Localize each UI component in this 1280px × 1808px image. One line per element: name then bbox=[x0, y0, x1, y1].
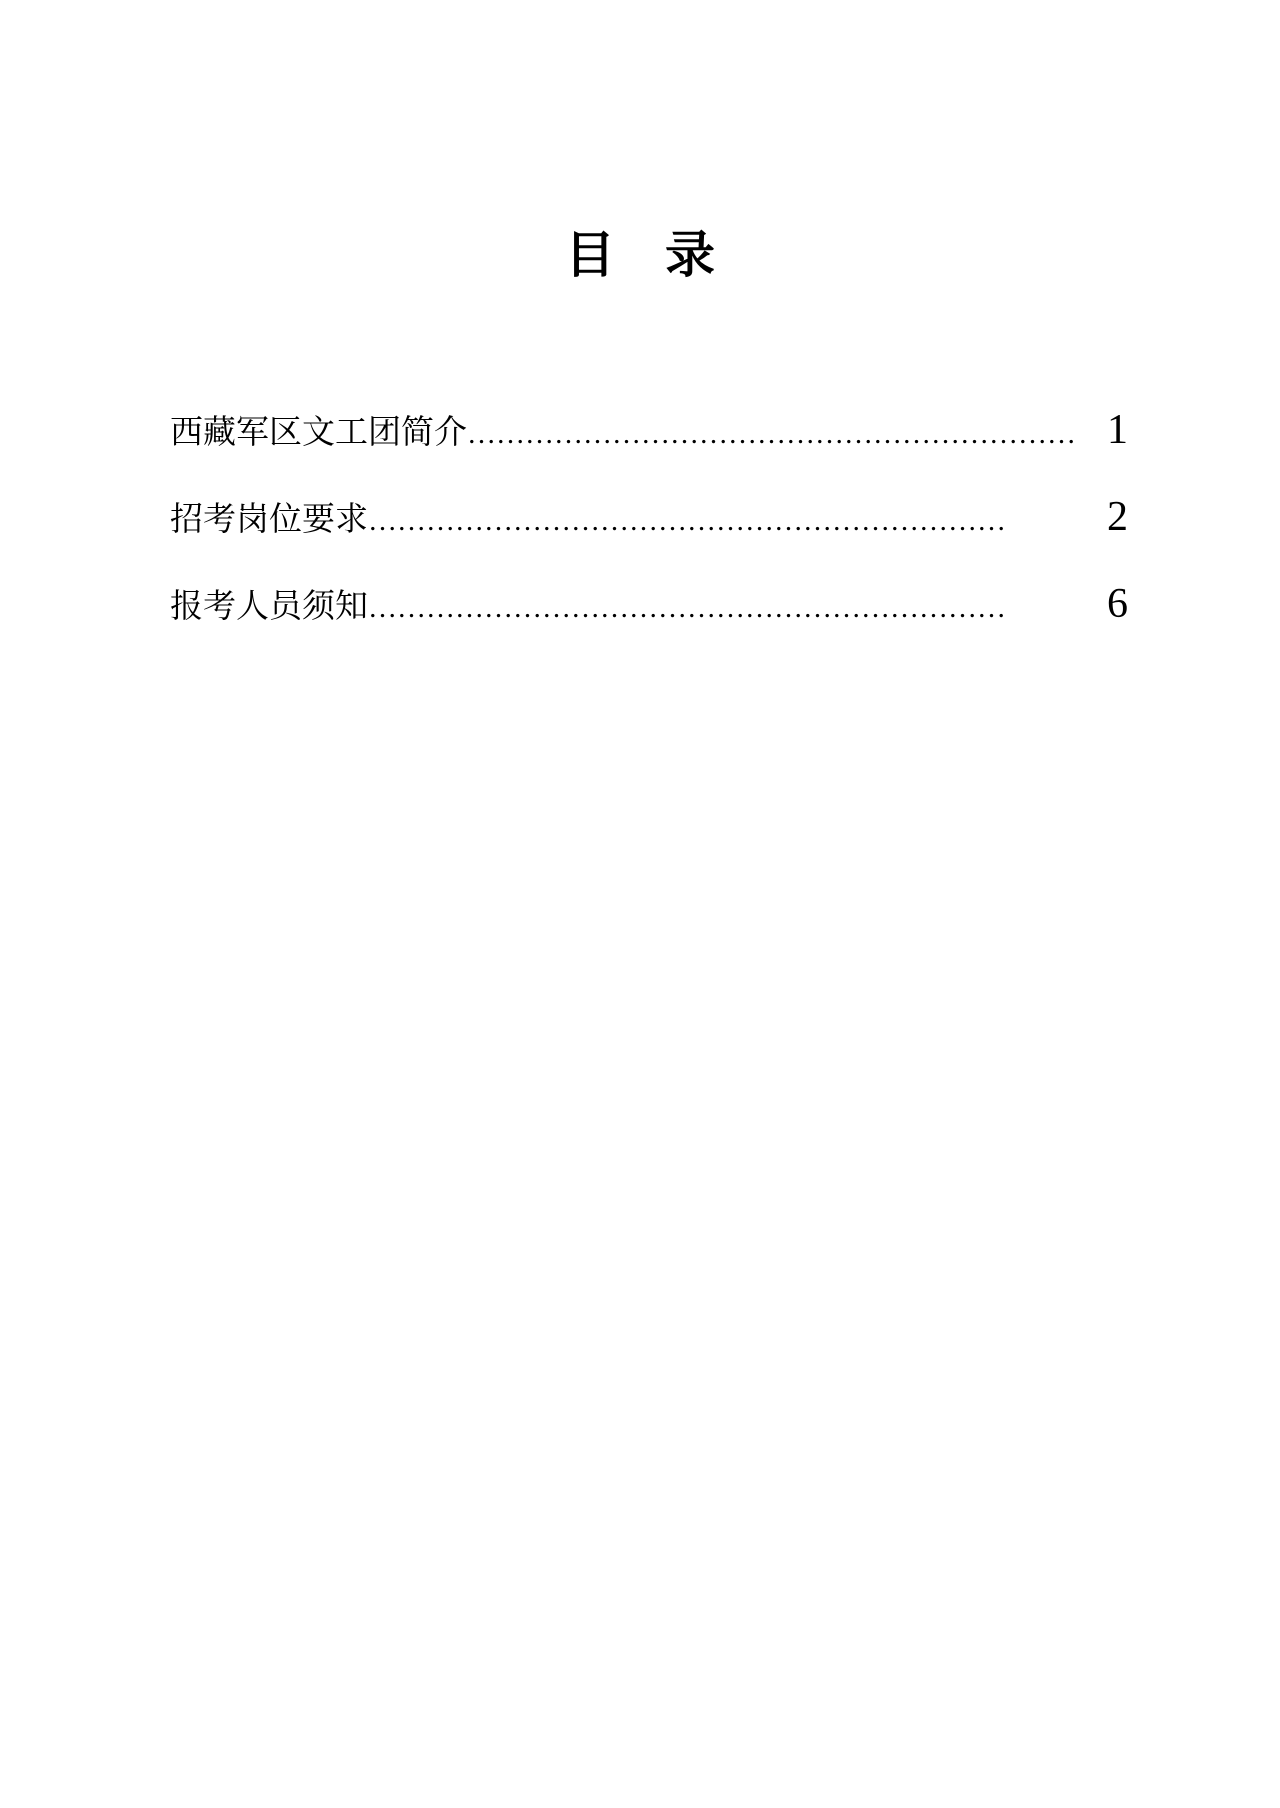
page-title: 目 录 bbox=[565, 227, 715, 283]
toc-entry bbox=[170, 407, 1128, 453]
toc-dot-leader: ……………………………………………………… bbox=[467, 418, 1076, 450]
toc-dot-leader: ………………………………………………………… bbox=[368, 592, 1006, 624]
toc-entry bbox=[170, 494, 1128, 540]
toc-page-number: 6 bbox=[1107, 581, 1128, 627]
toc-entry-label: 报考人员须知 bbox=[170, 589, 368, 625]
toc-entry bbox=[170, 581, 1128, 627]
toc-page-number: 1 bbox=[1107, 407, 1128, 453]
toc-list bbox=[170, 407, 1128, 675]
toc-page-number: 2 bbox=[1107, 494, 1128, 540]
toc-entry-label: 西藏军区文工团简介 bbox=[170, 415, 467, 451]
toc-dot-leader: ………………………………………………………… bbox=[368, 505, 1006, 537]
toc-entry-label: 招考岗位要求 bbox=[170, 502, 368, 538]
